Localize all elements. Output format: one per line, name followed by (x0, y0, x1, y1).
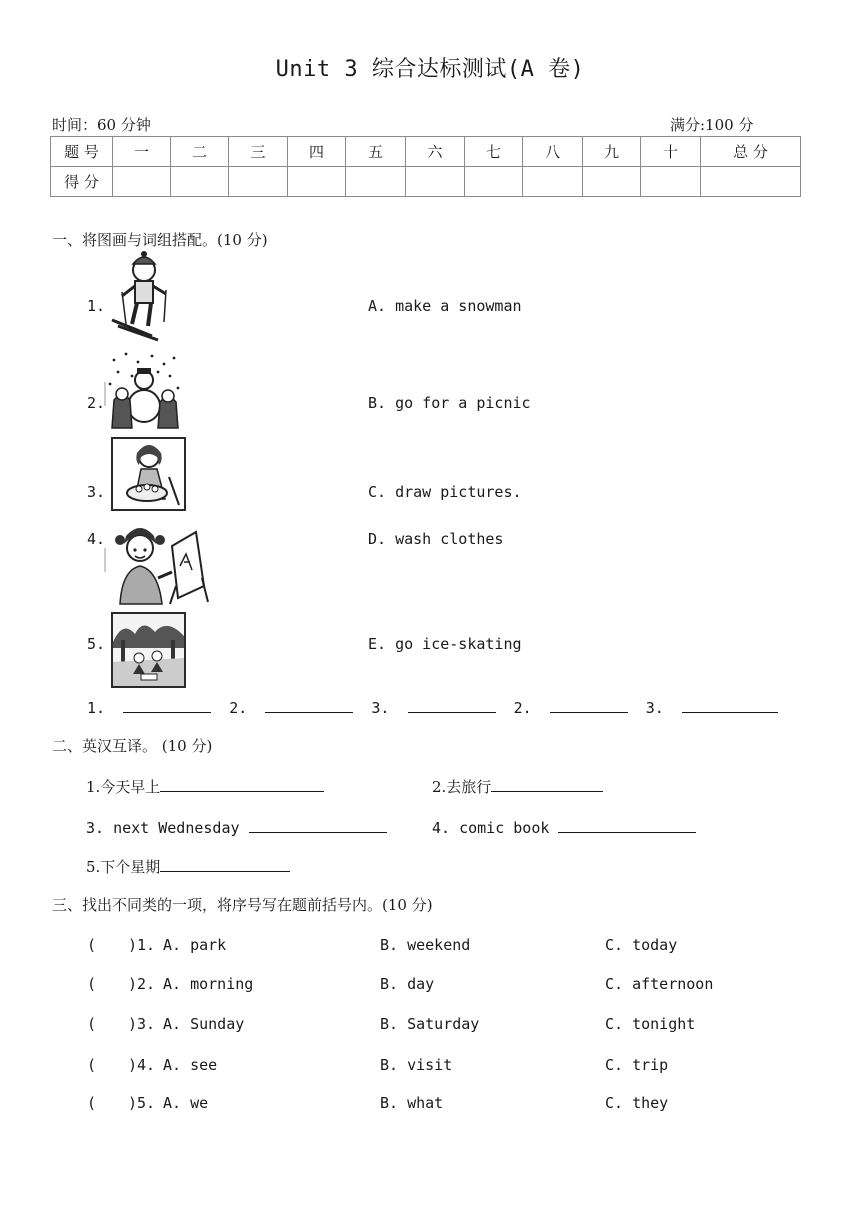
table-cell: 总 分 (701, 137, 801, 167)
answer-label: 3. (371, 699, 390, 717)
translation-blank[interactable] (249, 816, 387, 833)
choice-a: A. Sunday (163, 1015, 245, 1033)
score-cell[interactable] (523, 167, 583, 197)
translation-blank[interactable] (558, 816, 696, 833)
score-cell[interactable] (229, 167, 288, 197)
table-cell: 七 (465, 137, 523, 167)
snowman-children-icon (104, 350, 182, 430)
score-table (50, 136, 801, 197)
choice-b: B. what (380, 1094, 444, 1112)
picture-number: 2. (87, 394, 106, 412)
skiing-child-icon (108, 250, 172, 344)
table-cell: 九 (583, 137, 641, 167)
choice-c: C. tonight (605, 1015, 696, 1033)
picnic-scene-icon (111, 612, 186, 688)
section2-heading: 二、英汉互译。 (10 分) (52, 737, 213, 755)
score-cell[interactable] (406, 167, 465, 197)
choice-b: B. weekend (380, 936, 471, 954)
option-a: A. make a snowman (368, 297, 522, 315)
score-table-header-row (51, 137, 801, 167)
question-number: )5. (128, 1094, 156, 1112)
table-cell: 五 (346, 137, 406, 167)
translation-prompt: 2.去旅行 (432, 778, 492, 796)
score-cell[interactable] (171, 167, 229, 197)
translation-prompt: 4. comic book (432, 819, 550, 837)
choice-c: C. afternoon (605, 975, 714, 993)
answer-blank[interactable] (682, 696, 778, 713)
bracket-open: ( (87, 936, 97, 954)
answer-blank[interactable] (123, 696, 211, 713)
choice-a: A. park (163, 936, 227, 954)
translation-item-1 (86, 775, 324, 797)
choice-b: B. day (380, 975, 435, 993)
table-cell: 十 (641, 137, 701, 167)
translation-item-3 (86, 816, 387, 837)
translation-prompt: 5.下个星期 (86, 858, 161, 876)
choice-c: C. trip (605, 1056, 669, 1074)
translation-blank[interactable] (491, 775, 603, 792)
table-cell: 二 (171, 137, 229, 167)
translation-prompt: 1.今天早上 (86, 778, 161, 796)
option-c: C. draw pictures. (368, 483, 522, 501)
translation-blank[interactable] (160, 855, 290, 872)
translation-blank[interactable] (160, 775, 324, 792)
table-cell: 八 (523, 137, 583, 167)
score-cell[interactable] (701, 167, 801, 197)
answer-label: 1. (87, 699, 106, 717)
option-e: E. go ice-skating (368, 635, 522, 653)
time-limit: 时间：60 分钟 (52, 116, 151, 134)
translation-item-5 (86, 855, 290, 877)
section1-heading: 一、将图画与词组搭配。(10 分) (52, 231, 268, 249)
picture-number: 4. (87, 530, 106, 548)
choice-a: A. morning (163, 975, 254, 993)
page-title: Unit 3 综合达标测试(A 卷) (275, 57, 585, 82)
full-score: 满分:100 分 (670, 116, 754, 134)
picture-number: 5. (87, 635, 106, 653)
answer-blank[interactable] (265, 696, 353, 713)
choice-b: B. visit (380, 1056, 453, 1074)
choice-a: A. we (163, 1094, 209, 1112)
score-cell[interactable] (113, 167, 171, 197)
choice-c: C. they (605, 1094, 669, 1112)
score-cell[interactable] (641, 167, 701, 197)
option-d: D. wash clothes (368, 530, 504, 548)
bracket-open: ( (87, 1015, 97, 1033)
table-cell: 一 (113, 137, 171, 167)
answer-label: 2. (229, 699, 248, 717)
table-cell: 三 (229, 137, 288, 167)
score-cell[interactable] (346, 167, 406, 197)
choice-a: A. see (163, 1056, 218, 1074)
picture-number: 3. (87, 483, 106, 501)
question-number: )3. (128, 1015, 156, 1033)
bracket-open: ( (87, 975, 97, 993)
translation-prompt: 3. next Wednesday (86, 819, 240, 837)
picture-number: 1. (87, 297, 106, 315)
choice-b: B. Saturday (380, 1015, 480, 1033)
translation-item-2 (432, 775, 603, 797)
table-cell: 题 号 (51, 137, 113, 167)
option-b: B. go for a picnic (368, 394, 531, 412)
score-table-score-row (51, 167, 801, 197)
choice-c: C. today (605, 936, 678, 954)
bracket-open: ( (87, 1094, 97, 1112)
score-cell[interactable] (465, 167, 523, 197)
question-number: )4. (128, 1056, 156, 1074)
score-cell[interactable] (288, 167, 346, 197)
question-number: )2. (128, 975, 156, 993)
translation-item-4 (432, 816, 696, 837)
answer-line (87, 696, 778, 717)
answer-blank[interactable] (550, 696, 628, 713)
girl-drawing-icon (104, 526, 212, 606)
table-cell: 四 (288, 137, 346, 167)
bracket-open: ( (87, 1056, 97, 1074)
answer-label: 2. (513, 699, 532, 717)
table-cell: 得 分 (51, 167, 113, 197)
section3-heading: 三、找出不同类的一项，将序号写在题前括号内。(10 分) (52, 896, 433, 914)
question-number: )1. (128, 936, 156, 954)
answer-label: 3. (645, 699, 664, 717)
score-cell[interactable] (583, 167, 641, 197)
answer-blank[interactable] (408, 696, 496, 713)
table-cell: 六 (406, 137, 465, 167)
girl-washing-clothes-icon (111, 437, 186, 511)
